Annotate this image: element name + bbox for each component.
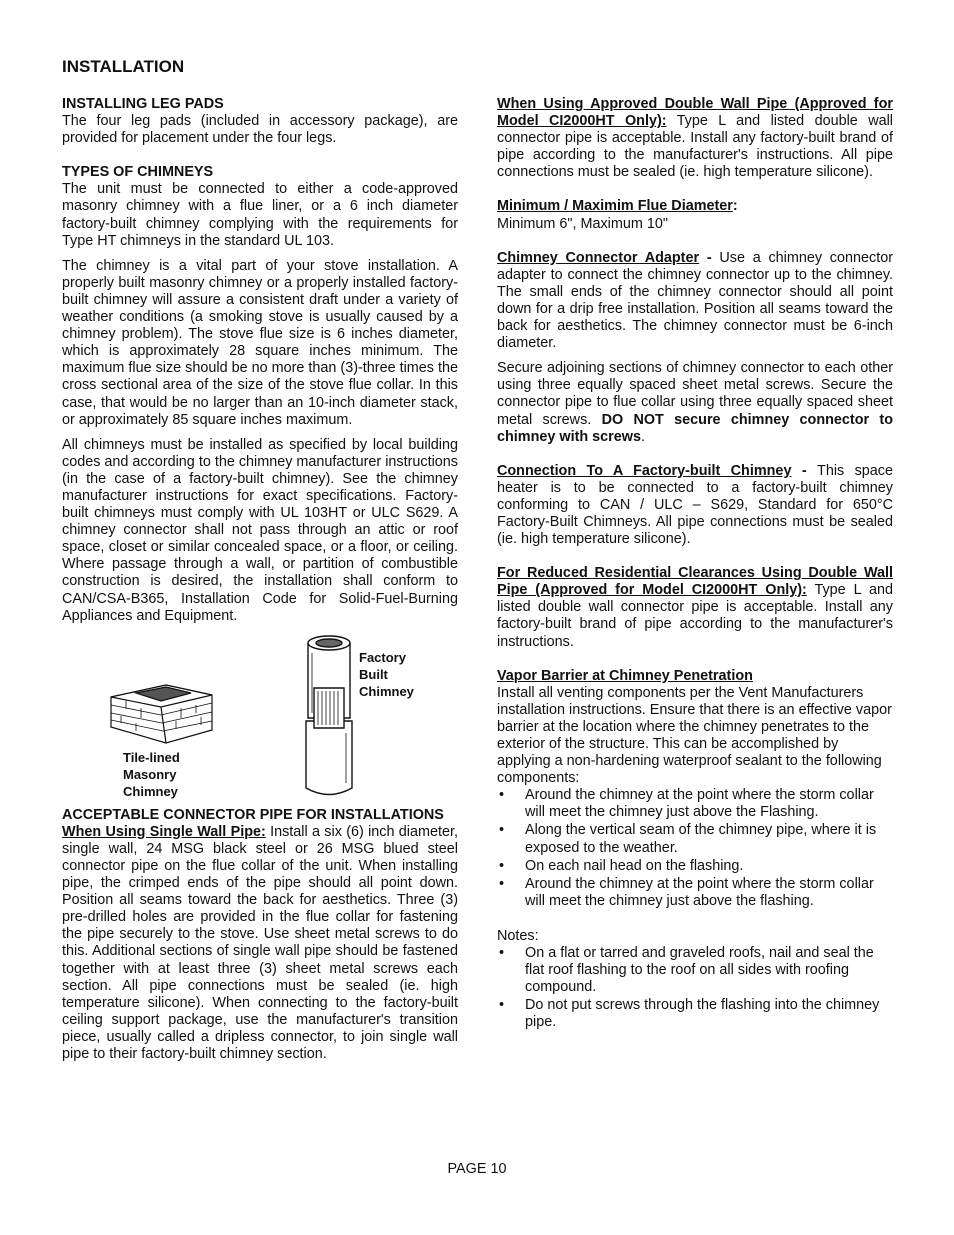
clearances-label: For Reduced Residential Clearances Using Double Wall Pipe (Approved for Model CI2000HT Only): <box>497 565 893 599</box>
adapter-warning: DO NOT secure chimney connector to chimney with screws <box>497 411 893 445</box>
adapter-dash: - <box>699 249 720 266</box>
adapter-paragraph-2 <box>497 360 893 445</box>
flue-diameter-label: Minimum / Maximim Flue Diameter <box>497 198 733 215</box>
leg-pads-heading: INSTALLING LEG PADS <box>62 96 224 112</box>
chimney-figure <box>62 631 458 801</box>
clearances-text: Type L and listed double wall connector pipe is acceptable. Install any factory-built brand of pipe according to the manufacturer's instructions. <box>497 582 893 650</box>
notes-label: Notes: <box>497 927 539 944</box>
left-column <box>62 96 458 1063</box>
right-column <box>497 96 893 1033</box>
single-wall-label: When Using Single Wall Pipe: <box>62 823 266 840</box>
connector-heading: ACCEPTABLE CONNECTOR PIPE FOR INSTALLATIONS <box>62 806 444 823</box>
factory-chimney-illustration <box>302 633 356 799</box>
chimney-types-p1: The unit must be connected to either a code-approved masonry chimney with a flue liner, or a 6 inch diameter factory-built chimney complying with the requirements for Type HT chimneys in the standard UL 103. <box>62 181 458 249</box>
masonry-chimney-illustration <box>106 675 216 745</box>
list-item: • On each nail head on the flashing. <box>497 858 893 875</box>
single-wall-paragraph <box>62 824 458 1063</box>
single-wall-text: Install a six (6) inch diameter, single wall, 24 MSG black steel or 26 MSG blued steel connector pipe on the flue collar of the unit. When installing pipe, the crimped ends of the pipe should all point down. Position all seams toward the back for aesthetics. Three (3) pre-drilled holes are provided in the flue collar for fastening the pipe securely to the stove. Use sheet metal screws to do this. Additional sections of single wall pipe should be fastened together with at least three (3) sheet metal screws each section. All pipe connections must be sealed (ie. high temperature silicone). When connecting to the factory-built ceiling support package, use the manufacturer's transition piece, usually called a dripless connector, to join single wall pipe to their factory-built chimney section. <box>62 823 458 1063</box>
chimney-types-heading: TYPES OF CHIMNEYS <box>62 164 214 181</box>
vapor-heading <box>497 668 893 685</box>
list-item: • Along the vertical seam of the chimney pipe, where it is exposed to the weather. <box>497 822 893 856</box>
vapor-label: Vapor Barrier at Chimney Penetration <box>497 667 753 684</box>
adapter-p2-end: . <box>640 428 645 445</box>
factory-connection-paragraph <box>497 463 893 548</box>
list-item: • Around the chimney at the point where the storm collar will meet the chimney just above the flashing. <box>497 876 893 910</box>
vapor-text: Install all venting components per the Vent Manufacturers installation instructions. Ensure that there is an effective vapor barrier at the location where the chimney penetrates to the exterior of the structure. This can be accomplished by applying a non-hardening waterproof sealant to the following components: <box>497 684 892 787</box>
double-wall-paragraph <box>497 96 893 181</box>
flue-diameter-heading <box>497 198 893 215</box>
factory-connection-text: This space heater is to be connected to a factory-built chimney conforming to CAN / ULC – S629, Standard for 650°C Factory-Built Chimneys. All pipe connections must be sealed (ie. high temperature silicone). <box>497 462 894 548</box>
list-item: • On a flat or tarred and graveled roofs, nail and seal the flat roof flashing to the roof on all sides with roofing compound. <box>497 945 893 996</box>
notes-list <box>497 945 893 1031</box>
adapter-p2-text: Secure adjoining sections of chimney connector to each other using three equally spaced sheet metal screws. Secure the connector pipe to flue collar using three equally spaced sheet metal screws. <box>497 360 893 428</box>
factory-connection-dash: - <box>791 462 818 479</box>
flue-diameter-colon: : <box>732 198 738 215</box>
adapter-label: Chimney Connector Adapter <box>497 249 700 266</box>
chimney-types-p3: All chimneys must be installed as specified by local building codes and according to the chimney manufacturer instructions (in the case of a factory-built chimney). See the chimney manufacturer instructions for exact specifications. Factory-built chimneys must comply with UL 103HT or ULC S629. A chimney connector shall not pass through an attic or roof space, closet or similar concealed space, or a floor, or ceiling. Where passage through a wall, or partition of combustible construction is desired, the installation shall conform to CAN/CSA-B365, Installation Code for Solid-Fuel-Burning Appliances and Equipment. <box>62 436 458 624</box>
flue-diameter-text: Minimum 6", Maximum 10" <box>497 215 668 232</box>
vapor-list <box>497 787 893 910</box>
page-number: PAGE 10 <box>447 1161 507 1177</box>
page-title: INSTALLATION <box>62 57 185 76</box>
chimney-types-p2: The chimney is a vital part of your stove installation. A properly built masonry chimney or a properly installed factory-built chimney will assure a consistent draft under a variety of weather conditions (a smoking stove is usually caused by a chimney problem). The stove flue size is 6 inches diameter, which is approximately 28 square inches minimum. The maximum flue size should be no more than (3)-three times the cross sectional area of the size of the stove flue collar. In this case, that would be no larger than an 10-inch diameter stack, or approximately 85 square inches maximum. <box>62 257 458 428</box>
leg-pads-text: The four leg pads (included in accessory package), are provided for placement under the four legs. <box>62 113 458 147</box>
list-item: • Do not put screws through the flashing into the chimney pipe. <box>497 997 893 1031</box>
adapter-text: Use a chimney connector adapter to connect the chimney connector up to the chimney. The small ends of the chimney connector should all point down for a drip free installation. Position all seams toward the back for aesthetics. The chimney connector must be 6-inch diameter. <box>497 249 894 352</box>
double-wall-text: Type L and listed double wall connector pipe is acceptable. Install any factory-built brand of pipe according to the manufacturer's instructions. All pipe connections must be sealed (ie. high temperature silicone). <box>497 113 893 181</box>
factory-connection-label: Connection To A Factory-built Chimney <box>497 462 792 479</box>
clearances-paragraph <box>497 565 893 650</box>
adapter-paragraph <box>497 250 893 353</box>
masonry-chimney-label: Tile-lined Masonry Chimney <box>123 749 180 799</box>
list-item: • Around the chimney at the point where the storm collar will meet the chimney just above the Flashing. <box>497 787 893 821</box>
double-wall-label: When Using Approved Double Wall Pipe (Approved for Model CI2000HT Only): <box>497 96 893 130</box>
factory-chimney-label: Factory Built Chimney <box>359 649 414 699</box>
